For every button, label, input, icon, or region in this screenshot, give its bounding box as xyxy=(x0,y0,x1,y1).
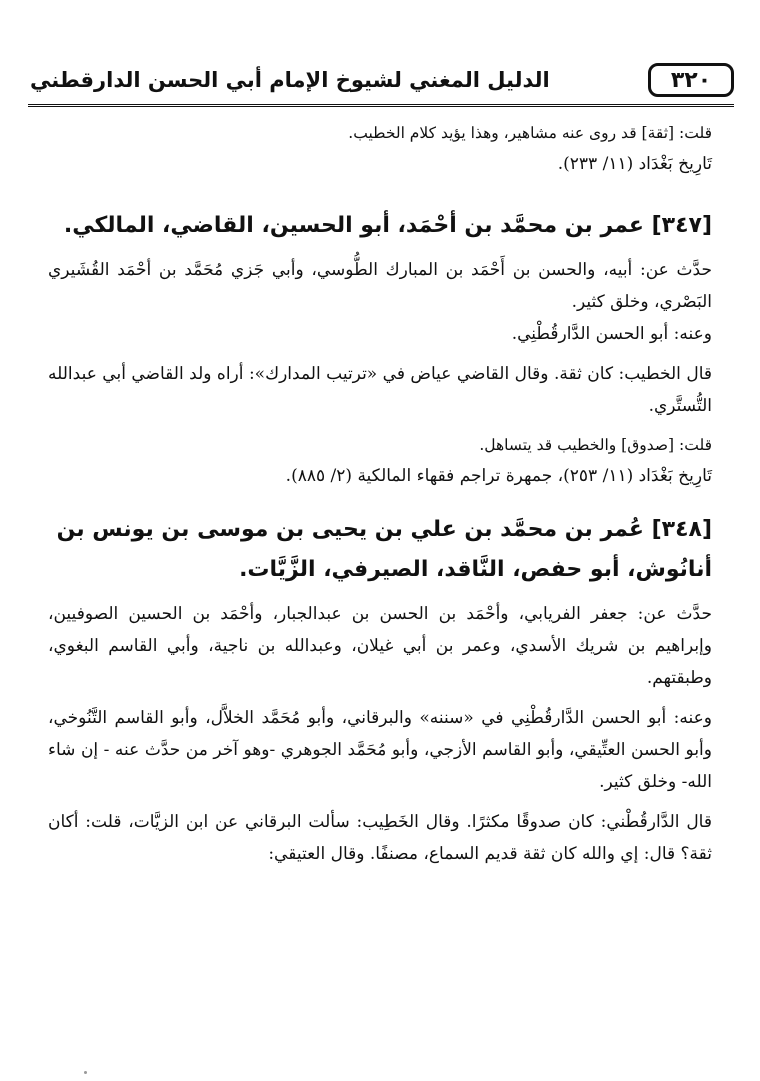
scan-dot xyxy=(84,1071,87,1074)
running-title: الدليل المغني لشيوخ الإمام أبي الحسن الدارقطني xyxy=(30,68,550,92)
entry-348-quote: قال الدَّارقُطْني: كان صدوقًا مكثرًا. وقال الخَطِيب: سألت البرقاني عن ابن الزيَّات، قلت: أكان ثقة؟ قال: إي والله كان ثقة قديم السماع، مصنفًا. وقال العتيقي: xyxy=(48,812,712,864)
entry-347-narrated-from: حدَّث عن: أبيه، والحسن بن أَحْمَد بن المبارك الطُّوسي، وأبي جَزي مُحَمَّد بن أحْمَد القُشَيري البَصْري، وخلق كثير. xyxy=(48,260,712,312)
page-body xyxy=(48,118,712,870)
header-divider xyxy=(28,104,734,107)
entry-347-title: [٣٤٧] عمر بن محمَّد بن أحْمَد، أبو الحسين، القاضي، المالكي. xyxy=(63,213,712,238)
entry-348-narrators: وعنه: أبو الحسن الدَّارقُطْنِي في «سننه» والبرقاني، وأبو مُحَمَّد الخلاَّل، وأبو القاسم التَّنُوخي، وأبو الحسن العتِّيقي، وأبو القاسم الأزجي، وأبو مُحَمَّد الجوهري -وهو آخر من حدَّث عنه - إن شاء الله- وخلق كثير. xyxy=(48,708,712,792)
page-header xyxy=(28,58,734,102)
entry-347-comment: قلت: [صدوق] والخطيب قد يتساهل. xyxy=(479,436,712,454)
prev-entry-comment: قلت: [ثقة] قد روى عنه مشاهير، وهذا يؤيد كلام الخطيب. xyxy=(348,124,712,142)
entry-347-khatib: قال الخطيب: كان ثقة. وقال القاضي عياض في «ترتيب المدارك»: أراه ولد القاضي أبي عبدالله التُّستَّري. xyxy=(48,364,712,416)
prev-entry-source: تَارِيخ بَغْدَاد (١١/ ٢٣٣). xyxy=(557,154,712,174)
entry-347-narrators: وعنه: أبو الحسن الدَّارقُطْنِي. xyxy=(511,324,712,344)
entry-347-source: تَارِيخ بَغْدَاد (١١/ ٢٥٣)، جمهرة تراجم فقهاء المالكية (٢/ ٨٨٥). xyxy=(285,466,712,486)
entry-348-narrated-from: حدَّث عن: جعفر الفريابي، وأحْمَد بن الحسن بن عبدالجبار، وأحْمَد بن الحسين الصوفيين، وإبراهيم بن شريك الأسدي، وعمر بن أبي غيلان، وعبدالله بن ناجية، وأبي القاسم البغوي، وطبقتهم. xyxy=(48,604,712,688)
page-number: ٣٢٠ xyxy=(670,67,712,93)
entry-348-title: [٣٤٨] عُمر بن محمَّد بن علي بن يحيى بن موسى بن يونس بن أنانُوش، أبو حفص، النَّاقد، الصيرفي، الزَّيَّات. xyxy=(56,517,712,582)
page-number-box xyxy=(648,63,734,97)
